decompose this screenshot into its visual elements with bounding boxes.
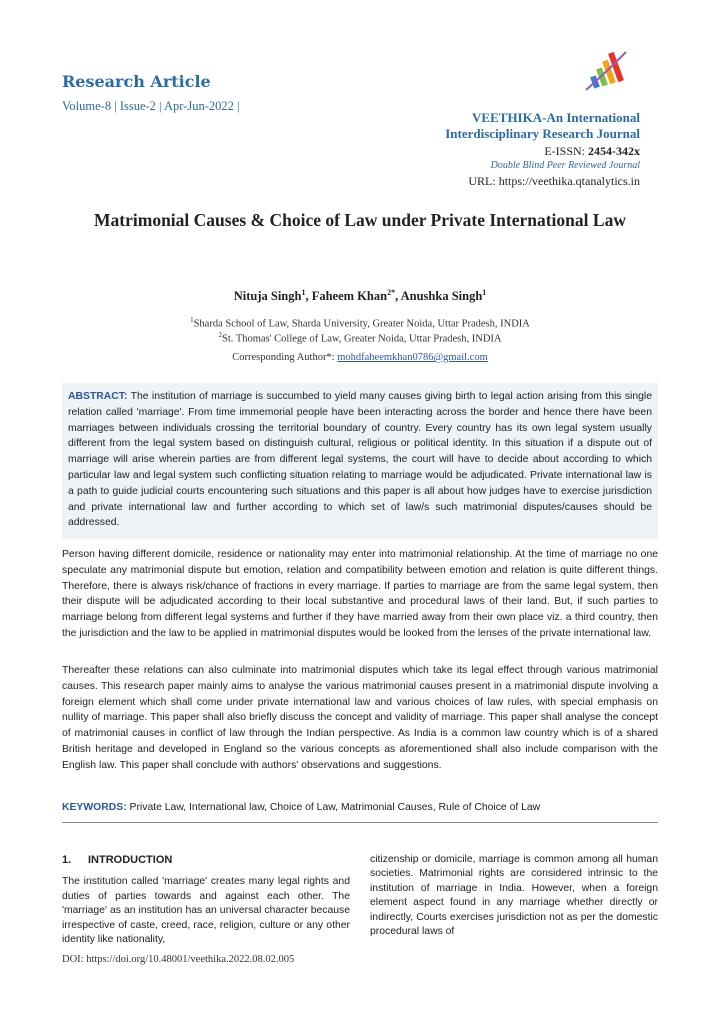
issn-label: E-ISSN: [544,144,588,158]
journal-issn [445,144,640,159]
journal-review-type: Double Blind Peer Reviewed Journal [490,160,640,171]
abstract-label: ABSTRACT: [68,391,128,402]
journal-logo-icon [582,46,630,94]
paper-title: Matrimonial Causes & Choice of Law under Private International Law [94,210,626,230]
issn-value: 2454-342x [588,144,640,158]
article-type: Research Article [62,72,211,91]
body-paragraph-1: Person having different domicile, residence or nationality may enter into matrimonial relationship. At the time of marriage no one speculate any matrimonial dispute but emotion, relation and compatibility between emotion and relation is quite different things. Therefore, there is always risk/chance of fractions in every marriage. If parties to marriage are from the same legal system, then their dispute will be adjudicated according to their local substantive and procedural laws of their land. But, if such parties to marriage belong from different legal systems and further if they have married away from their own place viz. a third country, then the jurisdiction and the law to be applied in matrimonial disputes would be looked from the lenses of the private international law. [62,549,658,639]
journal-name-line2: Interdisciplinary Research Journal [445,126,640,141]
abstract-text: The institution of marriage is succumbed to yield many causes giving birth to legal action arising from this single relation called 'marriage'. From time immemorial people have been interacting across the border and hence there have been marriages between individuals crossing the territorial boundary of country. Every country has its own legal system usually different from the legal system based on distinguish cultural, religious or political identity. In this situation if a dispute out of marriage will arise wherein parties are from different legal systems, the court will have to decide about according to which particular law and legal system such conflicting situation relating to marriage would be adjudicated. Private international law is a path to guide judicial courts encountering such situations and this paper is all about how judges have to exercise jurisdiction and private international law and further according to which set of law/s such matrimonial disputes/causes should be addressed. [68,391,652,529]
corresponding-author [0,352,720,363]
intro-right-column [370,853,658,939]
author-sup: 1 [301,288,306,297]
intro-right-text: citizenship or domicile, marriage is common among all human societies. Matrimonial rights are considered intrinsic to the institution of marriage in India. However, when a foreign element aspect found in any marriage whether directly or indirectly, Courts exercises jurisdiction not as per the domestic procedural laws of [370,854,658,938]
corresponding-label: Corresponding Author*: [232,352,338,363]
section-title: INTRODUCTION [88,854,173,866]
keywords-label: KEYWORDS: [62,802,127,813]
doi-link[interactable]: DOI: https://doi.org/10.48001/veethika.2022.08.02.005 [62,954,295,965]
keywords [62,802,658,813]
affiliation-sup: 2 [218,331,222,339]
journal-url[interactable]: URL: https://veethika.qtanalytics.in [468,174,640,188]
affiliation [0,316,720,330]
journal-info [445,110,640,189]
affiliation-sup: 1 [190,316,194,324]
author-name: Faheem Khan [311,289,388,304]
author-list: Nituja Singh$^1$, Faheem Khan$^{2*}$, Anushka Singh$^1$ [233,288,487,304]
keywords-text: Private Law, International law, Choice of Law, Matrimonial Causes, Rule of Choice of Law [126,802,541,813]
article-header [62,72,240,114]
author-sup: 2* [387,288,396,297]
section-divider [62,822,658,823]
author-sup: 1 [482,288,487,297]
affiliation-text: St. Thomas' College of Law, Greater Noida, Uttar Pradesh, INDIA [222,333,502,345]
affiliation [0,331,720,345]
section-number: 1. [62,854,72,866]
affiliation-text: Sharda School of Law, Sharda University, Greater Noida, Uttar Pradesh, INDIA [193,318,530,330]
body-paragraph-2: Thereafter these relations can also culminate into matrimonial disputes which take its legal effect through various matrimonial causes. This research paper mainly aims to analyse the various matrimonial causes present in a matrimonial dispute involving a foreign element which shall come under private international law and various choices of law rules, with special emphasis on nullity of marriage. This paper shall also briefly discuss the concept and validity of marriage. This paper shall analyse the concept of matrimonial causes in conflict of law through the Indian perspective. As India is a common law country which is of a shared British heritage and developed in England so the various concepts as aforementioned shall also include comparison with the English law. This paper shall conclude with authors' observations and suggestions. [62,665,658,771]
author-name: Anushka Singh [400,289,483,304]
abstract-box [62,383,658,539]
volume-info: Volume-8 | Issue-2 | Apr-Jun-2022 | [62,99,240,113]
author-name: Nituja Singh [233,289,302,304]
section-heading [62,853,350,867]
intro-left-text: The institution called 'marriage' creates many legal rights and duties of parties towards and against each other. The 'marriage' as an institution has an universal character because irrespective of caste, creed, race, religion, culture or any other identity like nationality, [62,876,350,946]
journal-name-line1: VEETHIKA-An International [472,110,640,125]
intro-left-column [62,853,350,947]
corresponding-email-link[interactable]: mohdfaheemkhan0786@gmail.com [337,352,488,363]
